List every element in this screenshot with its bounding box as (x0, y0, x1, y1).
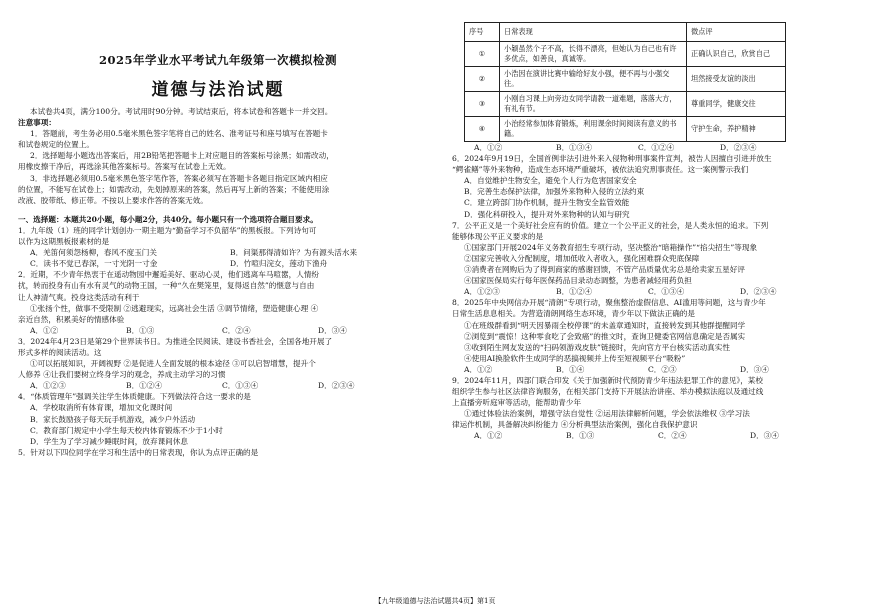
table-row (465, 92, 786, 117)
question-2-items: 亲近自然，积累美好的情感体验 (18, 314, 125, 324)
option-d[interactable]: D．竹喧归浣女，莲动下渔舟 (230, 259, 328, 269)
question-6-stem: 6．2024年9月19日，全国首例非法引进外来入侵物种刑事案件宣判，被告人因擅自引进并放生 (452, 154, 772, 164)
question-8-stem: 8．2025年中央网信办开展“清朗”专项行动，聚焦整治虚假信息、AI滥用等问题，这与青少年 (452, 298, 766, 308)
question-9-items: ①通过体验法治案例，增强守法自觉性 ②运用法律解析问题，学会依法维权 ③学习法 (464, 409, 750, 419)
row-number: ② (465, 67, 500, 92)
intro-line: 3．非选择题必须用0.5毫米黑色签字笔作答，答案必须写在答题卡各题目指定区域内相应 (30, 173, 328, 183)
option-c[interactable]: C．②③ (648, 364, 677, 374)
table-row (465, 117, 786, 142)
question-7-item: ③消费者在网购后为了得到商家的感谢回馈，不管产品质量优劣总是给卖家五星好评 (464, 265, 745, 275)
table-row (465, 42, 786, 67)
question-9-stem: 组织学生参与社区法律咨询服务，在相关部门支持下开展法治讲座、举办模拟法庭以及通过线 (452, 387, 764, 397)
question-4-stem: 4．“体质管理年”强调关注学生体质健康。下列做法符合这一要求的是 (18, 392, 251, 402)
question-1-stem: 1．九年级（1）班的同学计划创办一期主题为“勤奋学习不负韶华”的黑板报。下列诗句可 (18, 225, 317, 235)
question-7-options (452, 286, 852, 297)
option-b[interactable]: B．①②④ (556, 287, 592, 297)
question-9-items: 律运作机制，具备解决纠纷能力 ④分析典型法治案例，强化自我保护意识 (452, 420, 698, 430)
row-comment: 坦然接受友谊的淡出 (687, 67, 786, 92)
option-c[interactable]: C．②④ (222, 325, 251, 335)
question-1-stem: 以作为这期黑板报素材的是 (18, 237, 110, 247)
option-d[interactable]: D．③④ (750, 431, 779, 441)
question-2-items: ①张扬个性，做事不受限制 ②逃避现实，远离社会生活 ③调节情绪，塑造健康心理 ④ (30, 303, 319, 313)
option-a[interactable]: A．①② (474, 143, 503, 152)
left-column (18, 0, 418, 458)
right-column (452, 0, 852, 442)
table-header: 序号 (465, 23, 500, 42)
option-b[interactable]: B．完善生态保护法律，加强外来物种入侵的立法约束 (464, 187, 645, 197)
question-9-stem: 上直播旁听庭审等活动，能帮助青少年 (452, 398, 582, 408)
question-9-stem: 9．2024年11月，四部门联合印发《关于加强新时代预防青少年违法犯罪工作的意见》，某校 (452, 375, 763, 385)
table-row (465, 67, 786, 92)
option-d[interactable]: D．强化科研投入，提升对外来物种的认知与研究 (464, 209, 630, 219)
row-behavior: 小颖虽然个子不高，长得不漂亮，但她认为自己也有许多优点，如善良，真诚等。 (500, 42, 687, 67)
row-comment: 尊重同学，健康交往 (687, 92, 786, 117)
option-c[interactable]: C．①③④ (222, 381, 259, 391)
question-9-options (452, 430, 852, 441)
option-c[interactable]: C．读书不觉已春深，一寸光阴一寸金 (30, 259, 158, 269)
question-8-options (452, 364, 852, 375)
question-3-options (18, 380, 418, 391)
page-footer: 【九年级道德与法治试题共4页】第1页 (374, 597, 496, 605)
subject-title: 道德与法治试题 (151, 80, 285, 100)
question-7-item: ①国家部门开展2024年义务教育招生专项行动，坚决整治“暗箱操作”“掐尖招生”等现象 (464, 242, 758, 252)
option-a[interactable]: A．①② (474, 431, 503, 441)
question-6-stem: “鳄雀鳝”等外来物种，造成生态环境严重破坏，被依法追究刑事责任。这一案例警示我们 (452, 165, 749, 175)
option-b[interactable]: B．①③ (126, 325, 155, 335)
question-7-item: ④国家医保局实行每年医保药品目录动态调整，为患者减轻用药负担 (464, 276, 692, 286)
row-comment: 守护生命，养护精神 (687, 117, 786, 142)
section-heading: 一、选择题：本题共20小题，每小题2分，共40分。每小题只有一个选项符合题目要求。 (18, 214, 318, 224)
option-c[interactable]: C．建立跨部门协作机制，提升生物安全监管效能 (464, 198, 630, 208)
exam-title: 2025年学业水平考试九年级第一次模拟检测 (98, 53, 337, 67)
row-behavior: 小治经常参加体育锻炼，利用课余时间阅读有意义的书籍。 (500, 117, 687, 142)
option-a[interactable]: A．自觉维护生物安全，避免个人行为危害国家安全 (464, 176, 637, 186)
option-c[interactable]: C．①③④ (648, 287, 685, 297)
row-comment: 正确认识自己，欣赏自己 (687, 42, 786, 67)
option-d[interactable]: D．②③④ (318, 381, 355, 391)
option-d[interactable]: D．③④ (318, 325, 347, 335)
table-header-row (465, 23, 786, 42)
question-8-item: ①在班级群看到“明天因暴雨全校停课”的未盖章通知时，直接转发到其他群提醒同学 (464, 320, 746, 330)
question-7-item: ②国家完善收入分配制度，增加低收入者收入，强化困难群众兜底保障 (464, 253, 700, 263)
question-7-stem: 7．公平正义是一个美好社会应有的价值。建立一个公平正义的社会，是人类永恒的追求。下列 (452, 220, 769, 230)
option-d[interactable]: D．②③④ (720, 143, 757, 152)
table-header: 日常表现 (500, 23, 687, 42)
option-b[interactable]: B．①②④ (126, 381, 162, 391)
row-number: ④ (465, 117, 500, 142)
intro-line: 2．选择题每小题选出答案后，用2B铅笔把答题卡上对应题目的答案标号涂黑；如需改动， (30, 151, 334, 161)
row-number: ① (465, 42, 500, 67)
question-3-stem: 形式多样的阅读活动。这 (18, 347, 102, 357)
question-2-stem: 让人神清气爽。投身这类活动有利于 (18, 292, 140, 302)
intro-line: 本试卷共4页，满分100分。考试用时90分钟。考试结束后，将本试卷和答题卡一并交回。 (30, 107, 333, 116)
intro-line: 1．答题前，考生务必用0.5毫米黑色签字笔将自己的姓名、准考证号和座号填写在答题卡 (30, 129, 328, 139)
question-3-items: ①可以拓展知识，开阔视野 ②是促进人全面发展的根本途径 ③可以启智增慧，提升个 (30, 359, 316, 369)
question-2-stem: 扰，转而投身有山有水有灵气的动物王国，一种“久在樊笼里，复得返自然”的惬意与自由 (18, 281, 315, 291)
option-b[interactable]: B．①③ (566, 431, 595, 441)
question-1-options (18, 258, 418, 269)
intro-line: 用橡皮擦干净后，再选涂其他答案标号。答案写在试卷上无效。 (18, 162, 231, 172)
option-b[interactable]: B．家长鼓励孩子每天玩手机游戏，减少户外活动 (30, 414, 196, 424)
intro-line: 改液、胶带纸、修正带。不按以上要求作答的答案无效。 (18, 195, 208, 205)
question-7-stem: 能够体现公平正义要求的是 (452, 231, 544, 241)
option-a[interactable]: A．①② (30, 325, 59, 335)
option-a[interactable]: A．学校取消所有体育课，增加文化课时间 (30, 403, 173, 413)
question-8-stem: 日常生活息息相关。为营造清朗网络生态环境，青少年以下做法正确的是 (452, 309, 695, 319)
question-3-stem: 3．2024年4月23日是第29个世界读书日。为推进全民阅读、建设书香社会，全国各地开展了 (18, 336, 333, 346)
question-5-options (452, 142, 852, 153)
question-2-stem: 2．近期，不少青年热衷于在遥动物园中邂逅美好、驱动心灵，他们逃离车马喧嚣，人情纷 (18, 270, 319, 280)
option-d[interactable]: D．学生为了学习减少睡眠时间，放弃课间休息 (30, 436, 188, 446)
option-b[interactable]: B．①③④ (556, 143, 592, 152)
notice-heading: 注意事项： (18, 118, 56, 128)
option-c[interactable]: C．①②④ (638, 143, 675, 152)
row-number: ③ (465, 92, 500, 117)
option-d[interactable]: D．③④ (740, 364, 769, 374)
option-b[interactable]: B．①④ (556, 364, 585, 374)
intro-line: 的位置，不能写在试卷上；如需改动，先划掉原来的答案，然后再写上新的答案；不能使用涂 (18, 184, 330, 194)
question-1-options (18, 247, 418, 258)
question-5-stem: 5．针对以下四位同学在学习和生活中的日常表现，你认为点评正确的是 (18, 447, 259, 457)
question-8-item: ③收到陌生网友发送的“扫码领游戏皮肤”链接时，先向官方平台核实活动真实性 (464, 342, 730, 352)
option-a[interactable]: A．①②③ (30, 381, 66, 391)
option-a[interactable]: A．①②③ (464, 287, 500, 297)
option-d[interactable]: D．②③④ (740, 287, 777, 297)
option-a[interactable]: A．羌笛何须怨杨柳，春风不度玉门关 (30, 248, 157, 258)
row-behavior: 小浩因在演讲比赛中输给好友小强，便不再与小强交往。 (500, 67, 687, 92)
question-5-table (464, 22, 786, 142)
question-8-item: ②浏览到“震惊！这种零食吃了会致癌”的推文时，查询卫健委官网信息确定是否属实 (464, 331, 746, 341)
question-2-options (18, 325, 418, 336)
table-header: 微点评 (687, 23, 786, 42)
option-c[interactable]: C．②④ (658, 431, 687, 441)
question-8-item: ④使用AI换脸软件生成同学的恶搞视频并上传至短视频平台“吸粉” (464, 353, 686, 363)
option-c[interactable]: C．教育部门规定中小学生每天校内体育锻炼不少于1小时 (30, 425, 223, 435)
intro-line: 和试卷规定的位置上。 (18, 140, 94, 150)
question-3-items: 人修养 ④让我们要树立终身学习的观念，养成主动学习的习惯 (18, 370, 226, 380)
row-behavior: 小刚自习课上向旁边女同学请教一道难题，落落大方，有礼有节。 (500, 92, 687, 117)
option-a[interactable]: A．①② (464, 364, 493, 374)
option-b[interactable]: B．问渠那得清如许？为有源头活水来 (230, 248, 358, 258)
